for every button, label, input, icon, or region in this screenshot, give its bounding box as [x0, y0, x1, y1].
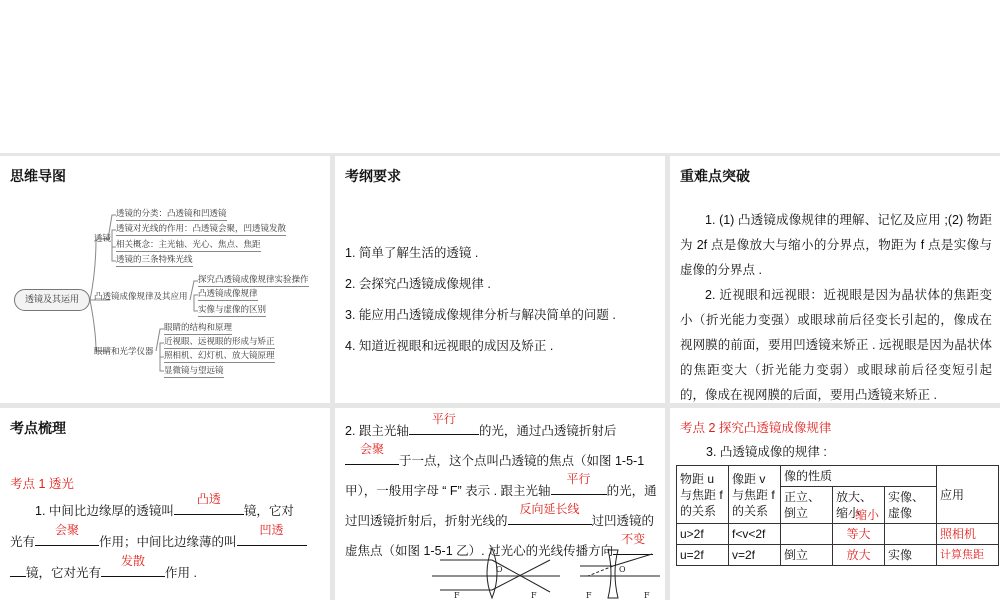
mindmap-branch: 透镜 — [94, 234, 112, 244]
text: 于一点，这个点叫凸透镜的焦点（如图 1-5-1 甲），一般用字母 “ F” 表示 . 跟主光轴 — [345, 454, 645, 498]
text: 镜，它对 — [243, 504, 294, 518]
mindmap-leaf: 近视眼、远视眼的形成与矫正 — [164, 337, 275, 347]
focus-label: F — [531, 591, 537, 600]
answer-blank — [508, 502, 592, 525]
paragraph: 1. (1) 凸透镜成像规律的理解、记忆及应用 ;(2) 物距为 2f 点是像放大与缩小的分界点，物距为 f 点是实像与虚像的分界点 . — [680, 213, 992, 277]
concave-lens-shape — [608, 550, 618, 598]
point-label: 考点 1 透光 — [10, 477, 74, 491]
mindmap-leaf: 凸透镜成像规律 — [198, 289, 258, 299]
answer-blank — [345, 442, 399, 465]
answer: 平行 — [431, 412, 456, 426]
table-cell: 计算焦距 — [937, 545, 999, 566]
table-cell: f<v<2f — [729, 524, 781, 545]
table-cell: 照相机 — [937, 524, 999, 545]
text: 的光，通过凸透镜折射后 — [478, 424, 617, 438]
text: 作用 . — [165, 566, 197, 580]
answer: 会聚 — [359, 442, 384, 456]
mindmap-panel — [0, 156, 330, 403]
mindmap-leaf: 照相机、幻灯机、放大镜原理 — [164, 351, 275, 361]
text: 镜，它对光有 — [26, 566, 102, 580]
header-text: 放大、缩小 — [836, 490, 873, 520]
mindmap-leaf: 显微镜与望远镜 — [164, 366, 224, 376]
point-label: 考点 2 探究凸透镜成像规律 — [680, 421, 832, 435]
text: 的光，通过凹透镜折射后，折射光线的 — [345, 484, 657, 528]
slide-grid — [0, 153, 1000, 600]
answer: 发散 — [121, 554, 146, 568]
answer-blank — [551, 472, 607, 495]
answer-blank — [237, 523, 307, 546]
focus-label: F — [454, 591, 460, 600]
table-header: 像的性质 — [781, 466, 937, 487]
table-header: 像距 v 与焦距 f 的关系 — [729, 466, 781, 524]
table-header: 实像、虚像 — [885, 487, 937, 524]
text: 作用；中间比边缘薄的叫 — [99, 535, 237, 549]
mindmap-leaf: 探究凸透镜成像规律实验操作 — [198, 275, 309, 285]
imaging-table — [676, 465, 999, 566]
review-panel — [0, 408, 330, 600]
lens-center-label: O — [496, 565, 503, 574]
table-header: 正立、倒立 — [781, 487, 833, 524]
list-item: 3. 能应用凸透镜成像规律分析与解决简单的问题 . — [345, 308, 616, 322]
table-cell: u=2f — [677, 545, 729, 566]
table-cell: 放大 — [833, 545, 885, 566]
table-cell: 实像 — [885, 545, 937, 566]
focus-panel — [335, 408, 665, 600]
panel-title: 考点梳理 — [10, 420, 66, 436]
table-header: 应用 — [937, 466, 999, 524]
lens-diagram — [430, 546, 660, 600]
table-header: 物距 u 与焦距 f 的关系 — [677, 466, 729, 524]
mindmap-leaf: 透镜的分类：凸透镜和凹透镜 — [116, 209, 227, 219]
panel-title: 考纲要求 — [345, 168, 401, 184]
text: 1. 中间比边缘厚的透镜叫 — [35, 504, 174, 518]
table-cell: 等大 — [833, 524, 885, 545]
mind-map — [8, 211, 320, 381]
table-cell: u>2f — [677, 524, 729, 545]
list-item: 2. 会探究凸透镜成像规律 . — [345, 277, 491, 291]
mindmap-branch: 凸透镜成像规律及其应用 — [94, 292, 188, 302]
answer: 会聚 — [55, 523, 80, 537]
answer-blank — [174, 492, 244, 515]
difficulty-text — [680, 208, 992, 403]
mindmap-leaf: 透镜的三条特殊光线 — [116, 255, 193, 265]
text: 2. 跟主光轴 — [345, 424, 409, 438]
syllabus-panel — [335, 156, 665, 403]
focus-label: F — [586, 591, 592, 600]
mindmap-root: 透镜及其运用 — [14, 289, 90, 311]
table-cell — [885, 524, 937, 545]
subtitle: 3. 凸透镜成像的规律 : — [706, 445, 827, 459]
focus-text — [345, 412, 657, 566]
mindmap-leaf: 相关概念：主光轴、光心、焦点、焦距 — [116, 240, 261, 250]
table-cell: 倒立 — [781, 545, 833, 566]
answer-blank — [10, 563, 26, 577]
answer: 凹透 — [259, 523, 284, 537]
answer: 缩小 — [855, 508, 880, 522]
table-cell: v=2f — [729, 545, 781, 566]
answer-blank — [409, 412, 479, 435]
difficulty-panel — [670, 156, 1000, 403]
answer: 凸透 — [196, 492, 221, 506]
focus-label: F — [644, 591, 650, 600]
answer: 不变 — [621, 532, 646, 546]
list-item: 4. 知道近视眼和远视眼的成因及矫正 . — [345, 339, 554, 353]
text: 过凹透镜的虚焦点（如图 1-5-1 乙）. 过光心的光线传播方向 — [345, 514, 655, 558]
mindmap-leaf: 实像与虚像的区别 — [198, 305, 267, 315]
answer-blank — [35, 523, 99, 546]
paragraph: 2. 近视眼和远视眼：近视眼是因为晶状体的焦距变小（折光能力变强）或眼球前后径变长引起的，像成在视网膜的前面，要用凹透镜来矫正 . 远视眼是因为晶状体的焦距变大（折光能力变弱）或眼球前后径变短引起的，像成在视网膜的后面，要用凸透镜来矫正 . — [680, 288, 992, 402]
answer: 平行 — [566, 472, 591, 486]
table-cell — [781, 524, 833, 545]
text: 光有 — [10, 535, 36, 549]
list-item: 1. 简单了解生活的透镜 . — [345, 246, 479, 260]
answer-blank — [101, 554, 165, 577]
review-text — [10, 492, 324, 589]
mindmap-branch: 眼睛和光学仪器 — [94, 347, 154, 357]
syllabus-list — [345, 238, 655, 362]
table-header — [833, 487, 885, 524]
lens-center-label: O — [619, 565, 626, 574]
mindmap-leaf: 透镜对光线的作用：凸透镜会聚，凹透镜发散 — [116, 224, 287, 234]
imaging-panel — [670, 408, 1000, 600]
answer: 反向延长线 — [519, 502, 580, 516]
panel-title: 重难点突破 — [680, 168, 750, 184]
mindmap-leaf: 眼睛的结构和原理 — [164, 323, 233, 333]
panel-title: 思维导图 — [10, 168, 66, 184]
